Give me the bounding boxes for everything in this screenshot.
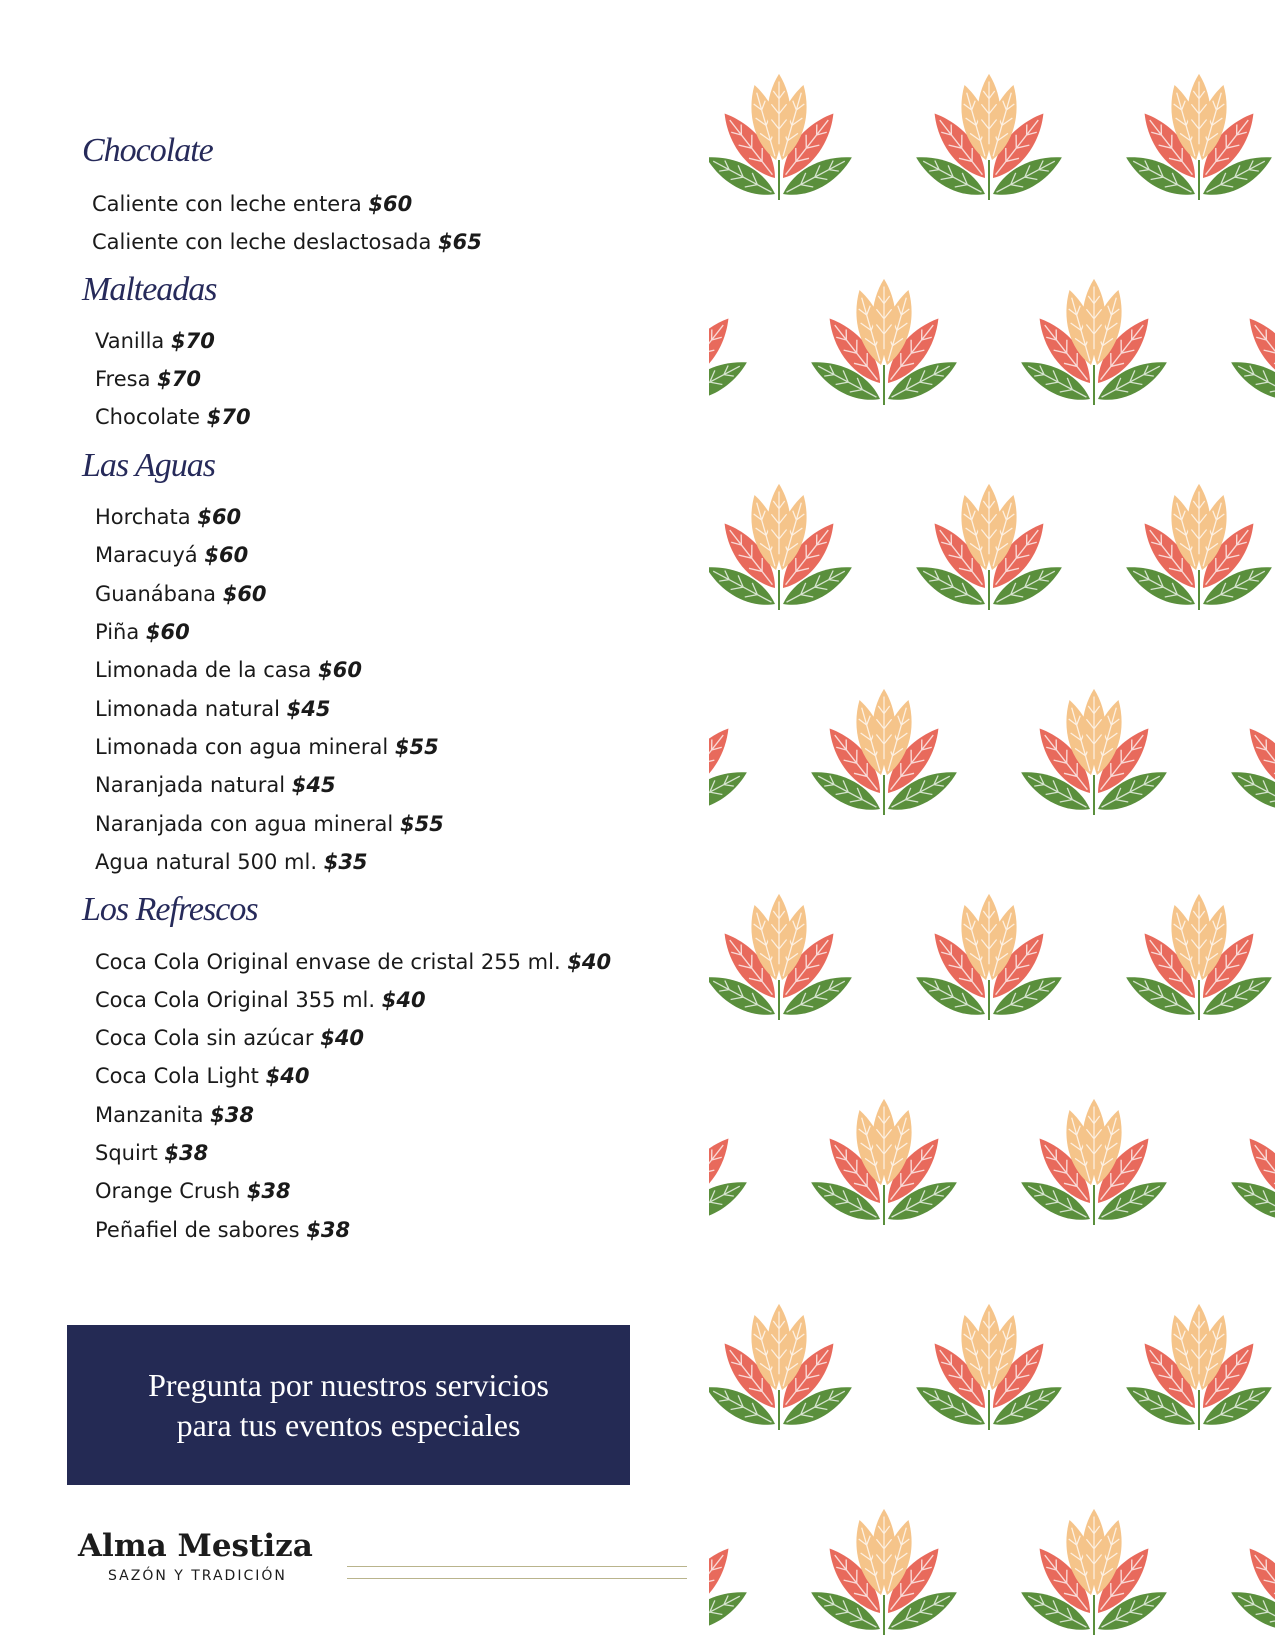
item-name: Manzanita bbox=[95, 1103, 204, 1127]
leaf-sprig-icon bbox=[1225, 1509, 1275, 1640]
menu-item bbox=[95, 733, 439, 761]
item-price: $65 bbox=[438, 230, 482, 254]
item-name: Vanilla bbox=[95, 329, 165, 353]
item-price: $38 bbox=[306, 1218, 351, 1242]
item-name: Peñafiel de sabores bbox=[95, 1218, 300, 1242]
leaf-sprig-icon bbox=[910, 1304, 1067, 1435]
leaf-sprig-icon bbox=[709, 689, 753, 820]
item-price: $55 bbox=[399, 812, 444, 836]
item-price: $60 bbox=[204, 543, 249, 567]
item-price: $45 bbox=[291, 773, 336, 797]
leaf-sprig-icon bbox=[910, 484, 1067, 615]
item-price: $70 bbox=[157, 367, 201, 391]
brand-logo-name: Alma Mestiza bbox=[78, 1528, 313, 1564]
leaf-sprig-icon bbox=[709, 1304, 858, 1435]
leaf-sprig-icon bbox=[709, 484, 858, 615]
leaf-sprig-icon bbox=[1120, 74, 1275, 205]
item-name: Naranjada natural bbox=[95, 773, 286, 797]
leaf-sprig-icon bbox=[1225, 689, 1275, 820]
leaf-sprig-icon bbox=[910, 74, 1067, 205]
menu-item bbox=[95, 1101, 254, 1129]
item-price: $70 bbox=[206, 405, 251, 429]
menu-item bbox=[92, 228, 482, 256]
menu-item bbox=[95, 327, 215, 355]
menu-item bbox=[95, 580, 267, 608]
item-price: $60 bbox=[197, 505, 242, 529]
leaf-sprig-icon bbox=[709, 74, 858, 205]
item-price: $38 bbox=[164, 1141, 209, 1165]
leaf-sprig-icon bbox=[805, 1099, 962, 1230]
leaf-sprig-icon bbox=[709, 1099, 753, 1230]
item-price: $38 bbox=[246, 1179, 291, 1203]
leaf-sprig-icon bbox=[1120, 894, 1275, 1025]
item-name: Fresa bbox=[95, 367, 151, 391]
leaf-sprig-icon bbox=[805, 689, 962, 820]
item-price: $40 bbox=[320, 1026, 365, 1050]
divider-line bbox=[347, 1578, 687, 1579]
item-name: Maracuyá bbox=[95, 543, 198, 567]
menu-item bbox=[95, 656, 362, 684]
promo-line-1: Pregunta por nuestros servicios bbox=[148, 1367, 549, 1403]
leaf-sprig-icon bbox=[910, 894, 1067, 1025]
item-name: Orange Crush bbox=[95, 1179, 241, 1203]
item-price: $60 bbox=[145, 620, 190, 644]
item-name: Chocolate bbox=[95, 405, 201, 429]
item-name: Caliente con leche deslactosada bbox=[92, 230, 432, 254]
leaf-sprig-icon bbox=[1225, 279, 1275, 410]
leaf-sprig-icon bbox=[805, 1509, 962, 1640]
menu-item bbox=[95, 618, 190, 646]
leaf-sprig-icon bbox=[1015, 1099, 1172, 1230]
menu-item bbox=[95, 403, 251, 431]
item-price: $40 bbox=[265, 1064, 310, 1088]
leaf-sprig-icon bbox=[709, 1509, 753, 1640]
menu-item bbox=[95, 503, 241, 531]
item-name: Limonada de la casa bbox=[95, 658, 312, 682]
item-price: $60 bbox=[368, 192, 413, 216]
leaf-sprig-icon bbox=[805, 279, 962, 410]
menu-item bbox=[95, 948, 611, 976]
section-title-malteadas: Malteadas bbox=[82, 271, 217, 308]
item-price: $45 bbox=[286, 697, 331, 721]
item-price: $35 bbox=[323, 850, 368, 874]
section-title-chocolate: Chocolate bbox=[82, 132, 213, 169]
leaf-sprig-icon bbox=[1015, 279, 1172, 410]
item-name: Naranjada con agua mineral bbox=[95, 812, 394, 836]
leaf-sprig-icon bbox=[1120, 1304, 1275, 1435]
leaf-sprig-icon bbox=[1120, 484, 1275, 615]
promo-line-2: para tus eventos especiales bbox=[176, 1407, 521, 1443]
menu-item bbox=[95, 1062, 309, 1090]
item-name: Agua natural 500 ml. bbox=[95, 850, 318, 874]
item-price: $60 bbox=[318, 658, 362, 682]
item-name: Caliente con leche entera bbox=[92, 192, 362, 216]
item-price: $60 bbox=[222, 582, 267, 606]
leaf-pattern-panel bbox=[709, 0, 1275, 1650]
menu-item bbox=[95, 1216, 350, 1244]
menu-item bbox=[95, 365, 201, 393]
item-price: $40 bbox=[381, 988, 426, 1012]
promo-banner bbox=[67, 1325, 630, 1485]
brand-tagline: SAZÓN Y TRADICIÓN bbox=[108, 1568, 287, 1584]
item-name: Coca Cola Light bbox=[95, 1064, 259, 1088]
menu-item bbox=[95, 771, 336, 799]
divider-line bbox=[347, 1566, 687, 1567]
leaf-sprig-icon bbox=[1015, 1509, 1172, 1640]
menu-item bbox=[95, 695, 330, 723]
leaf-pattern-icon bbox=[709, 0, 1275, 1650]
menu-item bbox=[95, 1139, 208, 1167]
item-price: $38 bbox=[210, 1103, 254, 1127]
leaf-sprig-icon bbox=[709, 279, 753, 410]
item-name: Coca Cola Original envase de cristal 255 ml. bbox=[95, 950, 561, 974]
menu-item bbox=[92, 190, 412, 218]
item-name: Guanábana bbox=[95, 582, 217, 606]
section-title-las-aguas: Las Aguas bbox=[82, 447, 216, 484]
item-price: $70 bbox=[170, 329, 215, 353]
item-name: Horchata bbox=[95, 505, 191, 529]
menu-item bbox=[95, 810, 444, 838]
leaf-sprig-icon bbox=[1225, 1099, 1275, 1230]
leaf-sprig-icon bbox=[709, 894, 858, 1025]
item-name: Piña bbox=[95, 620, 140, 644]
item-name: Coca Cola sin azúcar bbox=[95, 1026, 314, 1050]
item-name: Limonada natural bbox=[95, 697, 280, 721]
menu-item bbox=[95, 986, 426, 1014]
item-name: Squirt bbox=[95, 1141, 158, 1165]
menu-item bbox=[95, 848, 368, 876]
item-price: $55 bbox=[394, 735, 439, 759]
leaf-sprig-icon bbox=[1015, 689, 1172, 820]
item-price: $40 bbox=[567, 950, 612, 974]
menu-item bbox=[95, 541, 248, 569]
item-name: Limonada con agua mineral bbox=[95, 735, 389, 759]
menu-item bbox=[95, 1024, 364, 1052]
menu-item bbox=[95, 1177, 291, 1205]
section-title-los-refrescos: Los Refrescos bbox=[82, 891, 258, 928]
item-name: Coca Cola Original 355 ml. bbox=[95, 988, 376, 1012]
